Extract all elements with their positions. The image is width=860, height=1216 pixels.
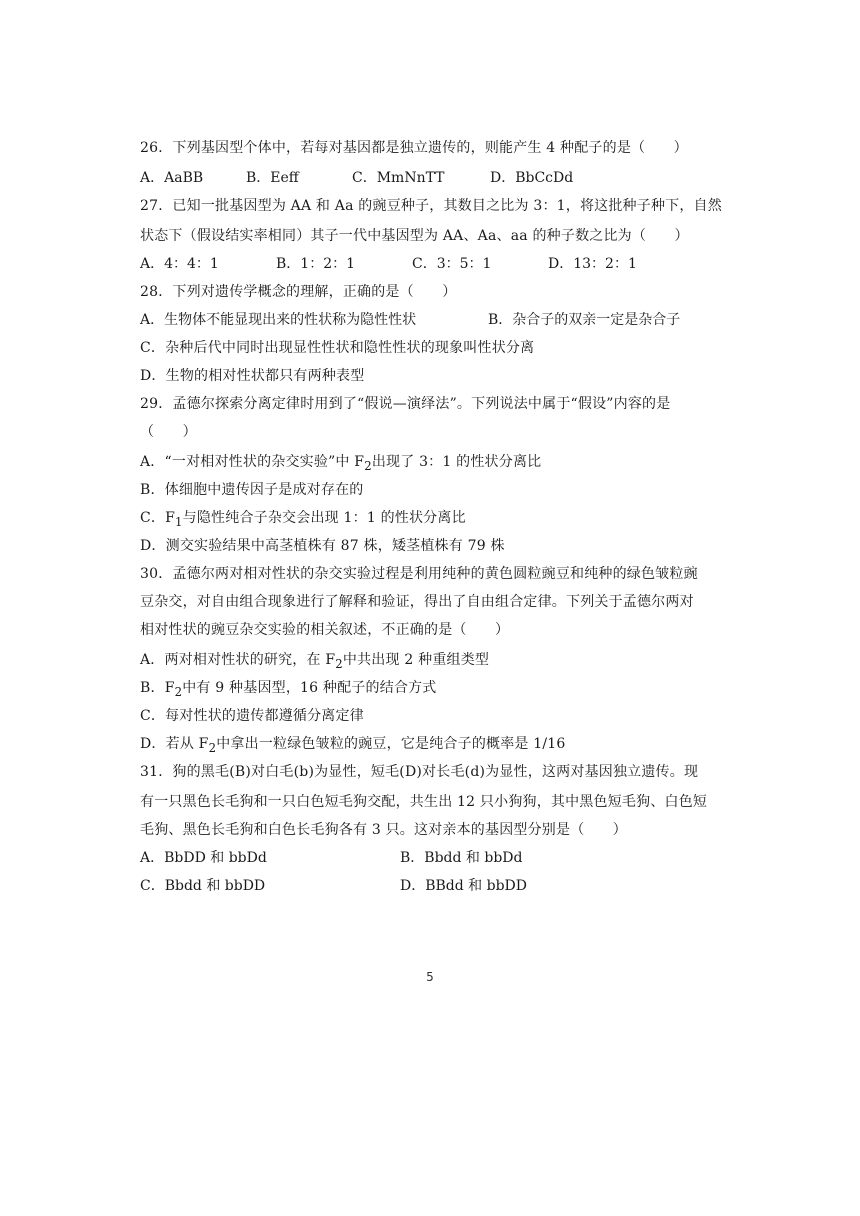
- page-number: 5: [426, 970, 434, 984]
- question-28-option-d: D．生物的相对性状都只有两种表型: [140, 368, 365, 384]
- question-30-option-c: C．每对性状的遗传都遵循分离定律: [140, 708, 364, 724]
- question-31-stem-line2: 有一只黑色长毛狗和一只白色短毛狗交配，共生出 12 只小狗狗，其中黑色短毛狗、白色短: [140, 794, 708, 810]
- question-29-option-a: A．“一对相对性状的杂交实验”中 $F_2$出现了 3：1 的性状分离比: [140, 454, 542, 473]
- question-29-stem-line2: （ ）: [140, 424, 197, 440]
- question-28-stem: 28．下列对遗传学概念的理解，正确的是（ ）: [140, 284, 457, 300]
- question-28-option-c: C．杂种后代中同时出现显性性状和隐性性状的现象叫性状分离: [140, 340, 535, 356]
- question-29-option-d: D．测交实验结果中高茎植株有 87 株，矮茎植株有 79 株: [140, 538, 505, 554]
- question-28-option-a: A．生物体不能显现出来的性状称为隐性性状: [140, 312, 417, 328]
- question-31-option-c: C．Bbdd 和 bbDD: [140, 878, 266, 894]
- question-27-stem-line1: 27．已知一批基因型为 AA 和 Aa 的豌豆种子，其数目之比为 3：1，将这批种子种下，自然: [140, 198, 722, 214]
- question-30-stem-line2: 豆杂交，对自由组合现象进行了解释和验证，得出了自由组合定律。下列关于孟德尔两对: [140, 594, 694, 610]
- question-27-option-a: A．4：4：1: [140, 256, 219, 272]
- question-31-option-b: B．Bbdd 和 bbDd: [400, 850, 523, 866]
- question-26-option-c: C．MmNnTT: [352, 170, 445, 186]
- question-27-option-d: D．13：2：1: [548, 256, 637, 272]
- question-26-option-a: A．AaBB: [140, 170, 204, 186]
- question-29-stem-line1: 29．孟德尔探索分离定律时用到了“假说—演绎法”。下列说法中属于“假设”内容的是: [140, 396, 671, 412]
- question-30-option-a: A．两对相对性状的研究，在 $F_2$中共出现 2 种重组类型: [140, 652, 490, 671]
- question-30-option-b: B．$F_2$中有 9 种基因型，16 种配子的结合方式: [140, 680, 437, 699]
- question-26-stem: 26．下列基因型个体中，若每对基因都是独立遗传的，则能产生 4 种配子的是（ ）: [140, 140, 688, 156]
- question-29-option-b: B．体细胞中遗传因子是成对存在的: [140, 482, 364, 498]
- question-26-option-b: B．Eeff: [246, 170, 299, 186]
- question-31-stem-line1: 31．狗的黑毛(B)对白毛(b)为显性，短毛(D)对长毛(d)为显性，这两对基因独立遗传。现: [140, 764, 699, 780]
- question-27-stem-line2: 状态下（假设结实率相同）其子一代中基因型为 AA、Aa、aa 的种子数之比为（ ）: [140, 228, 689, 244]
- question-31-option-d: D．BBdd 和 bbDD: [400, 878, 527, 894]
- question-30-stem-line1: 30．孟德尔两对相对性状的杂交实验过程是利用纯种的黄色圆粒豌豆和纯种的绿色皱粒豌: [140, 566, 698, 582]
- question-28-option-b: B．杂合子的双亲一定是杂合子: [488, 312, 681, 328]
- question-30-stem-line3: 相对性状的豌豆杂交实验的相关叙述，不正确的是（ ）: [140, 622, 510, 638]
- question-27-option-b: B．1：2：1: [276, 256, 356, 272]
- question-26-option-d: D．BbCcDd: [490, 170, 574, 186]
- question-31-stem-line3: 毛狗、黑色长毛狗和白色长毛狗各有 3 只。这对亲本的基因型分别是（ ）: [140, 822, 628, 838]
- question-29-option-c: C．$F_1$与隐性纯合子杂交会出现 1：1 的性状分离比: [140, 510, 466, 529]
- question-31-option-a: A．BbDD 和 bbDd: [140, 850, 267, 866]
- question-27-option-c: C．3：5：1: [412, 256, 492, 272]
- question-30-option-d: D．若从 $F_2$中拿出一粒绿色皱粒的豌豆，它是纯合子的概率是 1/16: [140, 736, 566, 755]
